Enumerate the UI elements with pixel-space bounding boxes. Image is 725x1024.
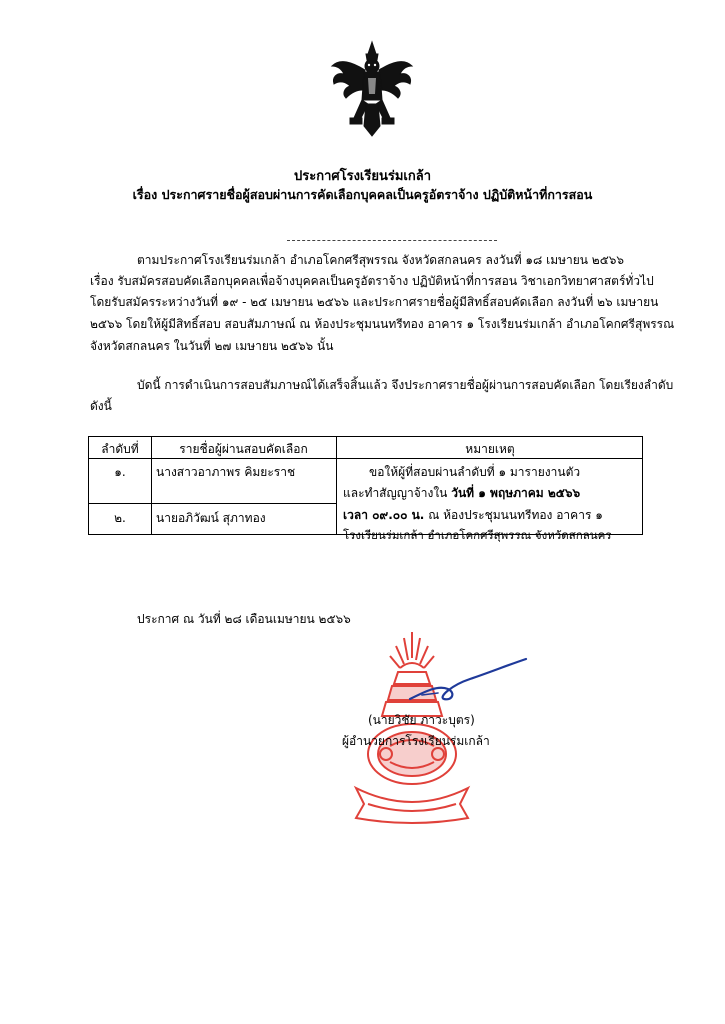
results-table (88, 436, 643, 542)
table-header-order: ลำดับที่ (101, 442, 139, 456)
document-subject: เรื่อง ประกาศรายชื่อผู้สอบผ่านการคัดเลือกบุคคลเป็นครูอัตราจ้าง ปฏิบัติหน้าที่การสอน (132, 187, 593, 202)
remark-time: เวลา ๐๙.๐๐ น. (343, 508, 425, 522)
document-title: ประกาศโรงเรียนร่มเกล้า (293, 169, 431, 184)
remark-line: ขอให้ผู้ที่สอบผ่านลำดับที่ ๑ มารายงานตัว (369, 465, 581, 479)
paragraph-line: ดังนี้ (90, 399, 112, 413)
paragraph-line: ๒๕๖๖ โดยให้ผู้มีสิทธิ์สอบ สอบสัมภาษณ์ ณ ห้องประชุมนนทรีทอง อาคาร ๑ โรงเรียนร่มเกล้า อำเภอโคกศรีสุพรรณ (90, 317, 675, 331)
remark-line: โรงเรียนร่มเกล้า อำเภอโคกศรีสุพรรณ จังหวัดสกลนคร (343, 528, 612, 542)
table-row-name: นางสาวอาภาพร คิมยะราช (156, 465, 296, 479)
remark-date: วันที่ ๑ พฤษภาคม ๒๕๖๖ (451, 486, 581, 500)
table-header-remark: หมายเหตุ (465, 442, 515, 456)
remark-line (343, 484, 580, 503)
table-header-name: รายชื่อผู้ผ่านสอบคัดเลือก (179, 442, 308, 456)
paragraph-line: จังหวัดสกลนคร ในวันที่ ๒๗ เมษายน ๒๕๖๖ นั้น (90, 339, 334, 353)
table-row-divider (89, 503, 336, 504)
table-row-order: ๑. (114, 465, 126, 479)
remark-text: และทำสัญญาจ้างใน (343, 486, 452, 500)
paragraph-line: ตามประกาศโรงเรียนร่มเกล้า อำเภอโคกศรีสุพรรณ จังหวัดสกลนคร ลงวันที่ ๑๘ เมษายน ๒๕๖๖ (137, 253, 625, 267)
announcement-date: ประกาศ ณ วันที่ ๒๘ เดือนเมษายน ๒๕๖๖ (137, 612, 351, 626)
signature-mark (408, 655, 528, 705)
signer-name: (นายวิชัย ภาวะบุตร) (368, 713, 475, 727)
remark-text: ณ ห้องประชุมนนทรีทอง อาคาร ๑ (424, 508, 603, 522)
remark-line (343, 506, 603, 525)
table-row-name: นายอภิวัฒน์ สุภาทอง (156, 511, 266, 525)
garuda-emblem-icon (328, 40, 416, 140)
paragraph-line: บัดนี้ การดำเนินการสอบสัมภาษณ์ได้เสร็จสิ้นแล้ว จึงประกาศรายชื่อผู้ผ่านการสอบคัดเลือก โดยเรียงลำดับ (137, 378, 674, 392)
paragraph-line: โดยรับสมัครระหว่างวันที่ ๑๙ - ๒๕ เมษายน ๒๕๖๖ และประกาศรายชื่อผู้มีสิทธิ์สอบคัดเลือก ลงวันที่ ๒๖ เมษายน (90, 295, 659, 309)
signer-position: ผู้อำนวยการโรงเรียนร่มเกล้า (342, 734, 490, 748)
table-row-order: ๒. (114, 511, 126, 525)
divider (287, 240, 497, 241)
paragraph-line: เรื่อง รับสมัครสอบคัดเลือกบุคคลเพื่อจ้างบุคคลเป็นครูอัตราจ้าง ปฏิบัติหน้าที่การสอน วิชาเอกวิทยาศาสตร์ทั่วไป (90, 274, 654, 288)
